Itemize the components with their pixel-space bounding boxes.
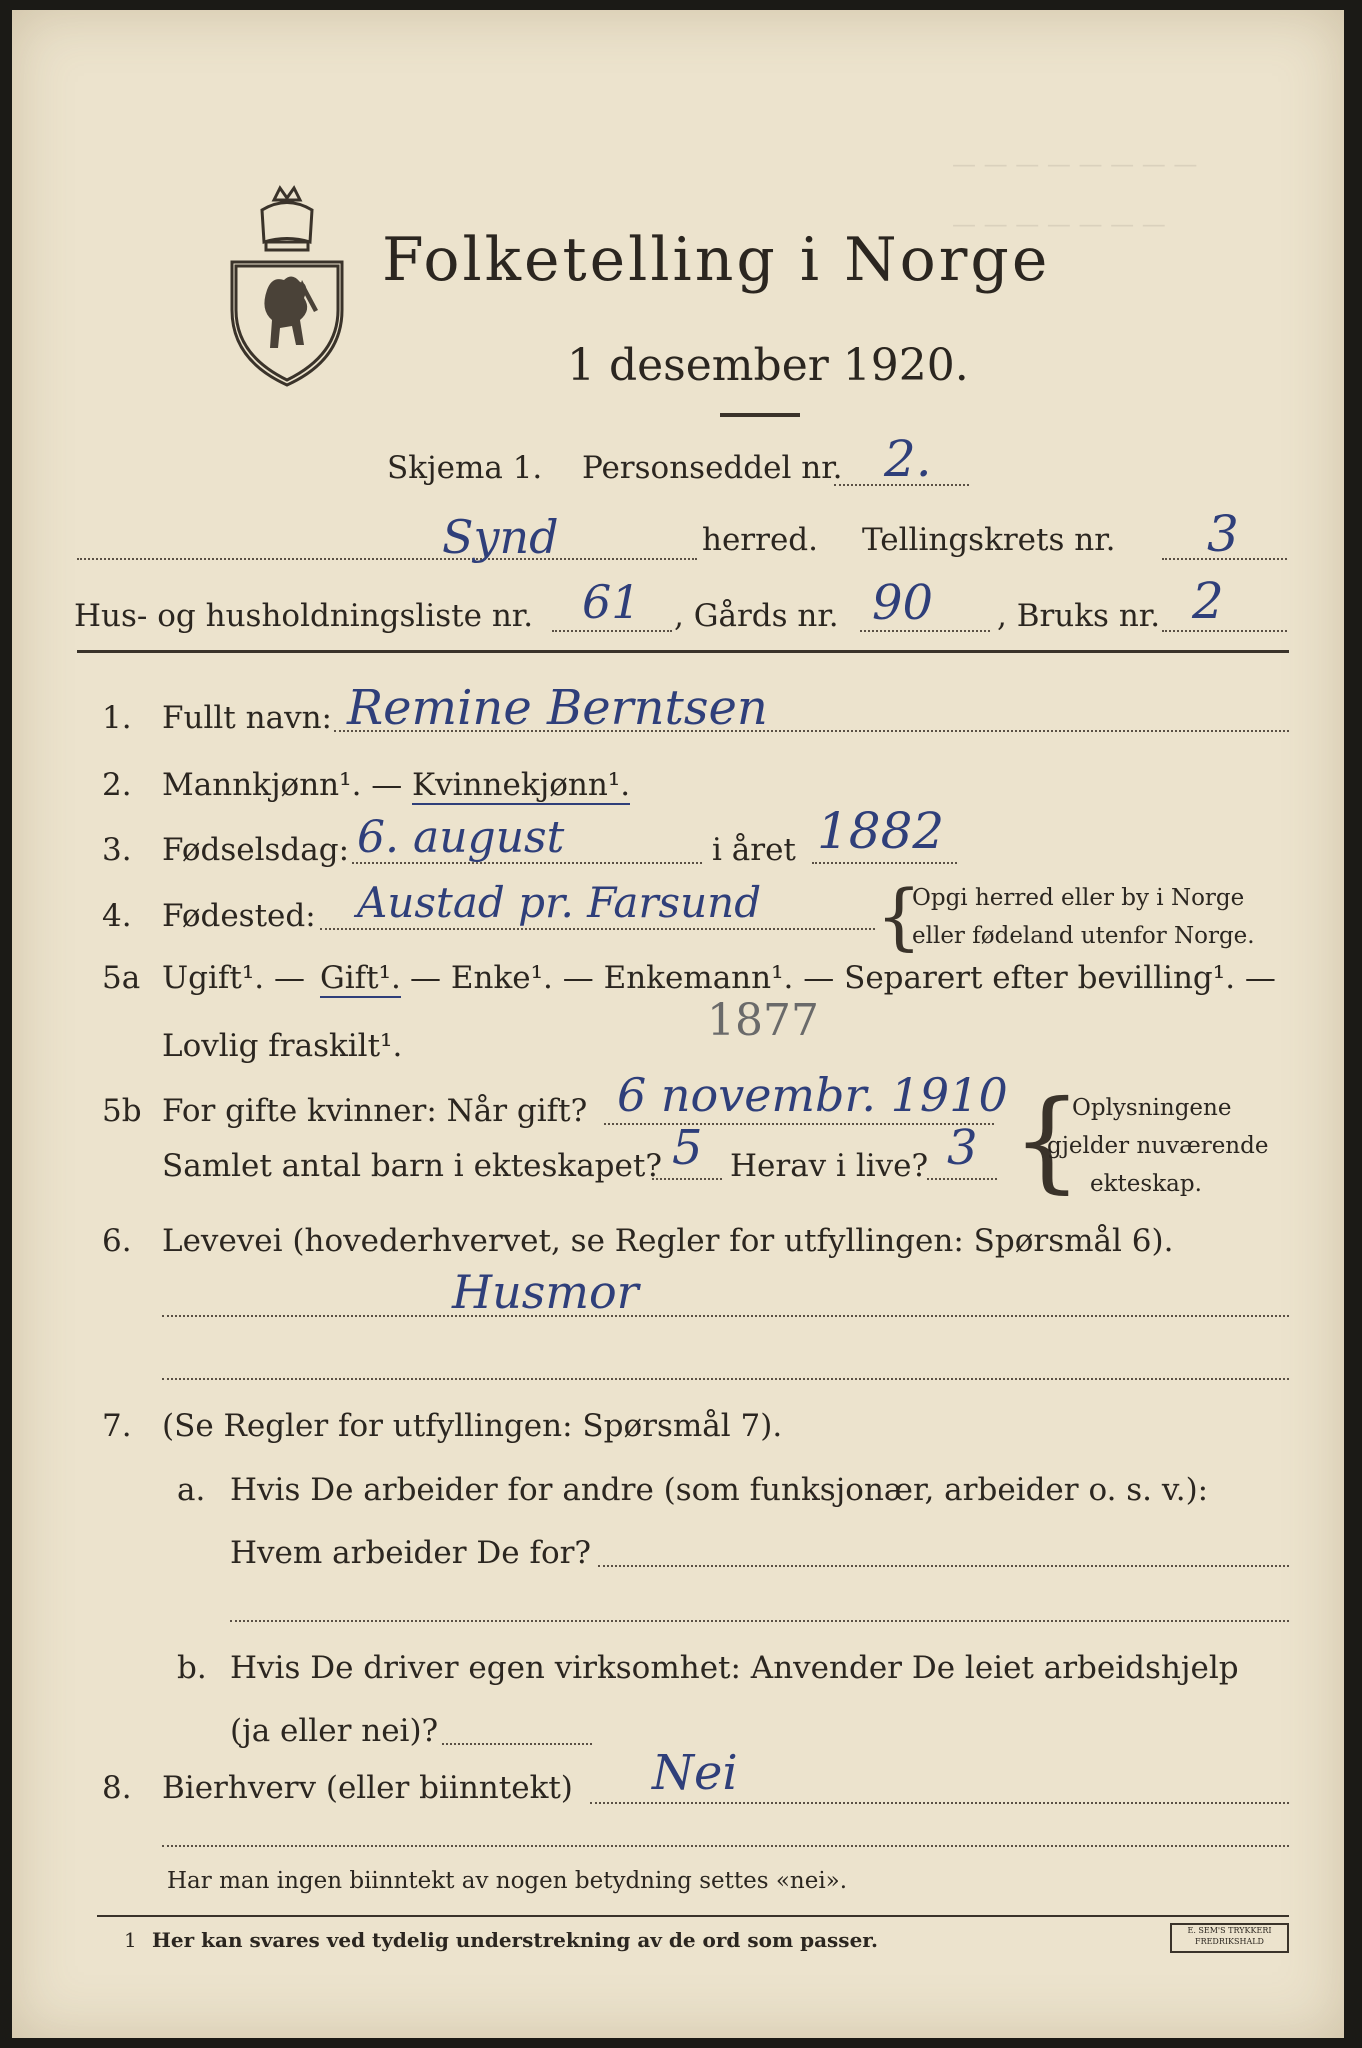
q5b-note-2: gjelder nuværende	[1047, 1133, 1269, 1159]
q7b-question: (ja eller nei)?	[230, 1713, 439, 1749]
husliste-label: Hus- og husholdningsliste nr.	[74, 598, 534, 634]
q4-number: 4.	[102, 898, 132, 934]
form-date: 1 desember 1920.	[567, 340, 969, 391]
q2-number: 2.	[102, 767, 132, 803]
footer-divider	[97, 1915, 1289, 1917]
q7a-number: a.	[177, 1472, 206, 1508]
q8-divider	[162, 1845, 1289, 1847]
q8-value[interactable]: Nei	[652, 1745, 738, 1801]
husliste-line	[552, 630, 672, 632]
bruks-label: , Bruks nr.	[997, 598, 1161, 634]
coat-of-arms-icon	[222, 180, 352, 390]
q1-value[interactable]: Remine Berntsen	[347, 680, 768, 736]
form-title: Folketelling i Norge	[382, 225, 1051, 295]
q5b-note-1: Oplysningene	[1072, 1095, 1232, 1121]
q7b-text: Hvis De driver egen virksomhet: Anvender De leiet arbeidshjelp	[230, 1650, 1239, 1686]
husliste-value[interactable]: 61	[582, 575, 641, 629]
q6-line-1	[162, 1315, 1289, 1317]
q7a-question: Hvem arbeider De for?	[230, 1535, 592, 1571]
census-form-page	[12, 10, 1344, 2038]
bruks-line	[1162, 630, 1287, 632]
personseddel-label: Personseddel nr.	[582, 450, 843, 486]
printer-stamp: E. SEM'S TRYKKERI FREDRIKSHALD	[1170, 1923, 1289, 1953]
q5b-number: 5b	[102, 1093, 142, 1129]
q8-line	[590, 1802, 1289, 1804]
q6-line-2	[162, 1378, 1289, 1380]
q4-note-2: eller fødeland utenfor Norge.	[912, 923, 1255, 949]
q1-number: 1.	[102, 700, 132, 736]
bruks-value[interactable]: 2	[1192, 572, 1224, 630]
bleed-through: — — — — — — — —	[952, 150, 1198, 178]
q4-label: Fødested:	[162, 898, 316, 934]
q3-label: Fødselsdag:	[162, 832, 350, 868]
footer-note: Har man ingen biinntekt av nogen betydning settes «nei».	[167, 1868, 848, 1894]
q5b-brace: {	[1012, 1076, 1082, 1204]
q3-value[interactable]: 6. august	[357, 812, 565, 863]
q8-label: Bierhverv (eller biinntekt)	[162, 1770, 573, 1806]
tellingskrets-value[interactable]: 3	[1207, 505, 1239, 563]
q7a-line-2[interactable]	[230, 1620, 1289, 1622]
q5a-label-gift[interactable]: Gift¹.	[320, 960, 401, 996]
q6-label: Levevei (hovederhvervet, se Regler for utfyllingen: Spørsmål 6).	[162, 1223, 1174, 1259]
q4-value[interactable]: Austad pr. Farsund	[357, 878, 762, 927]
q4-line	[320, 928, 875, 930]
q3-year-label: i året	[712, 832, 796, 868]
q7b-number: b.	[177, 1650, 207, 1686]
q7a-text: Hvis De arbeider for andre (som funksjonær, arbeider o. s. v.):	[230, 1472, 1209, 1508]
q4-brace: {	[876, 874, 922, 958]
q3-year-value[interactable]: 1882	[817, 802, 945, 860]
herred-value[interactable]: Synd	[442, 510, 559, 564]
q1-label: Fullt navn:	[162, 700, 332, 736]
q5a-number: 5a	[102, 960, 141, 996]
q3-year-line	[812, 862, 957, 864]
tellingskrets-label: Tellingskrets nr.	[862, 522, 1116, 558]
q6-value[interactable]: Husmor	[452, 1265, 639, 1319]
gards-value[interactable]: 90	[872, 575, 934, 631]
q8-number: 8.	[102, 1770, 132, 1806]
q5b-value-1[interactable]: 6 novembr. 1910	[617, 1068, 1008, 1122]
q5b-value-3[interactable]: 3	[947, 1120, 978, 1176]
q5a-label-rest[interactable]: — Enke¹. — Enkemann¹. — Separert efter bevilling¹. —	[410, 960, 1276, 996]
q5b-label-2: Samlet antal barn i ekteskapet?	[162, 1148, 662, 1184]
q7-label: (Se Regler for utfyllingen: Spørsmål 7).	[162, 1408, 783, 1444]
q5b-line-3	[927, 1178, 997, 1180]
q6-number: 6.	[102, 1223, 132, 1259]
q5b-line-1	[604, 1123, 994, 1125]
q5b-value-2[interactable]: 5	[672, 1120, 703, 1176]
header-divider	[77, 650, 1289, 653]
herred-line	[77, 558, 697, 560]
footnote-number: 1	[124, 1928, 137, 1952]
herred-label: herred.	[702, 522, 818, 558]
q5b-note-3: ekteskap.	[1090, 1171, 1202, 1197]
footnote-text: Her kan svares ved tydelig understrekning av de ord som passer.	[152, 1928, 878, 1952]
q5b-label-3: Herav i live?	[730, 1148, 929, 1184]
q2-label-male[interactable]: Mannkjønn¹. —	[162, 767, 403, 803]
q5b-label-1: For gifte kvinner: Når gift?	[162, 1093, 588, 1129]
personseddel-value[interactable]: 2.	[884, 430, 932, 488]
q5a-label-fraskilt[interactable]: Lovlig fraskilt¹.	[162, 1028, 403, 1064]
q2-label-female[interactable]: Kvinnekjønn¹.	[412, 767, 631, 803]
q3-number: 3.	[102, 832, 132, 868]
q4-note-1: Opgi herred eller by i Norge	[912, 885, 1245, 911]
gards-label: , Gårds nr.	[674, 598, 839, 634]
bleed-through: — — — — — — —	[952, 210, 1166, 238]
q5a-pencil-note: 1877	[707, 995, 819, 1046]
q5b-line-2	[652, 1178, 722, 1180]
q7b-line[interactable]	[442, 1743, 592, 1745]
q7-number: 7.	[102, 1408, 132, 1444]
title-divider	[720, 413, 800, 417]
skjema-label: Skjema 1.	[387, 450, 543, 486]
q5a-label-ugift[interactable]: Ugift¹. —	[162, 960, 305, 996]
q7a-line-1[interactable]	[598, 1565, 1289, 1567]
